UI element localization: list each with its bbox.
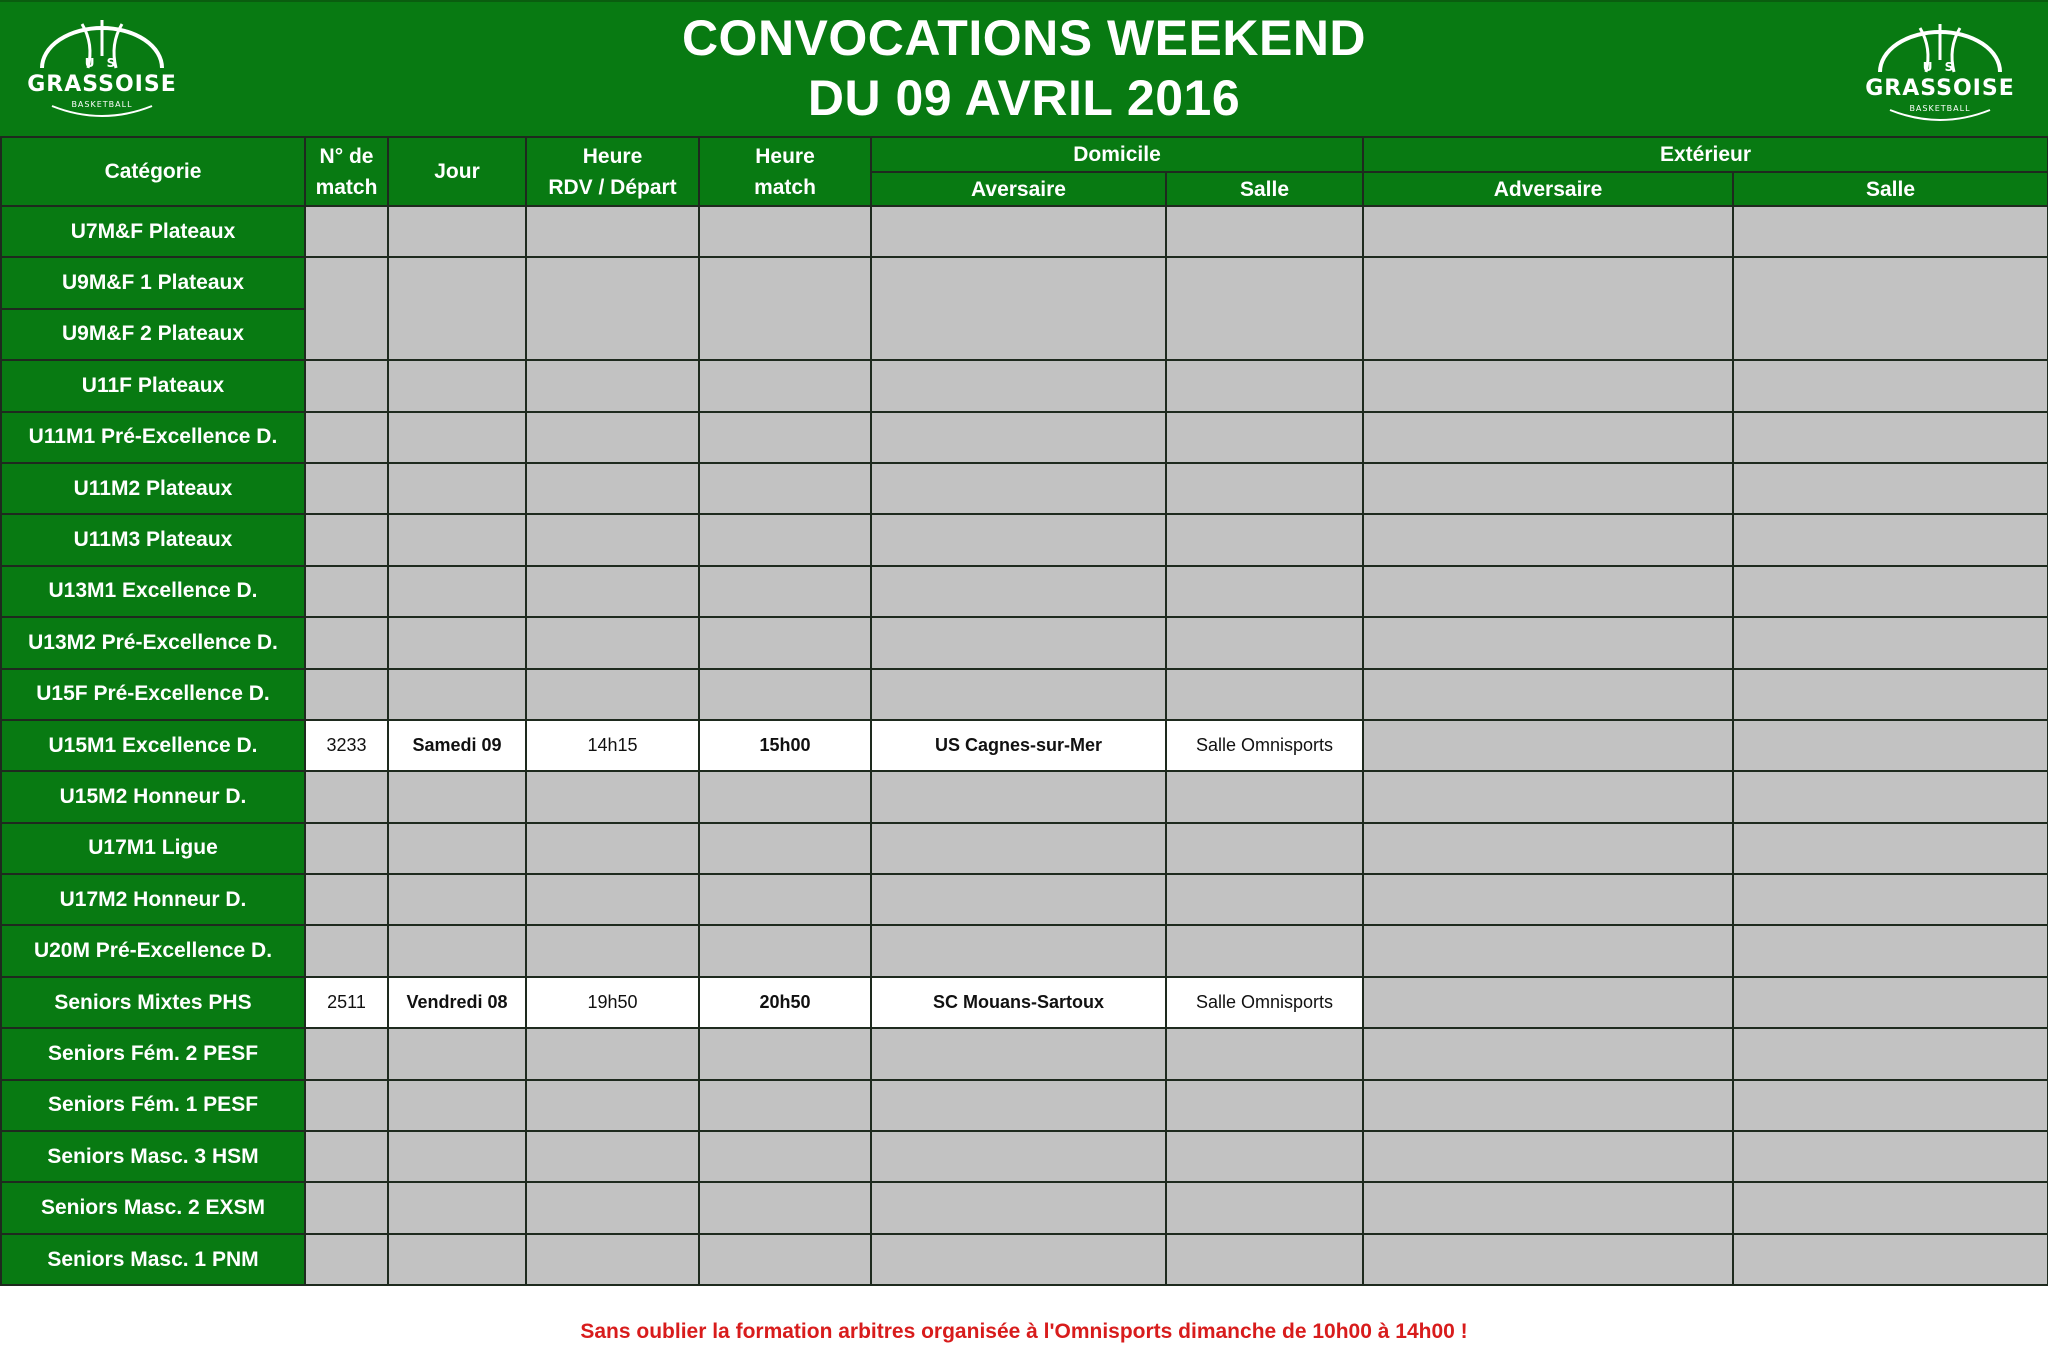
empty-cell <box>1733 669 2048 720</box>
title-line-1: CONVOCATIONS WEEKEND <box>681 10 1367 66</box>
empty-cell <box>699 1028 871 1079</box>
table-row <box>1 771 2048 822</box>
table-row <box>1 1182 2048 1233</box>
empty-cell <box>1733 1080 2048 1131</box>
empty-cell <box>871 771 1166 822</box>
empty-cell <box>1363 977 1733 1028</box>
empty-cell <box>305 412 388 463</box>
table-row <box>1 1028 2048 1079</box>
empty-cell <box>526 617 699 668</box>
empty-cell <box>526 669 699 720</box>
category-cell: U13M2 Pré-Excellence D. <box>1 617 305 668</box>
page-title <box>480 8 1568 128</box>
category-cell: U9M&F 2 Plateaux <box>1 309 305 360</box>
empty-cell <box>388 206 526 257</box>
empty-cell <box>699 1182 871 1233</box>
empty-cell <box>388 514 526 565</box>
empty-cell <box>1733 566 2048 617</box>
empty-cell <box>526 1182 699 1233</box>
empty-cell <box>699 1080 871 1131</box>
empty-cell <box>388 1234 526 1285</box>
category-cell: Seniors Fém. 1 PESF <box>1 1080 305 1131</box>
table-row <box>1 1080 2048 1131</box>
category-cell: U13M1 Excellence D. <box>1 566 305 617</box>
empty-cell <box>305 566 388 617</box>
empty-cell <box>1363 874 1733 925</box>
match-number-cell: 2511 <box>305 977 388 1028</box>
empty-cell <box>388 412 526 463</box>
empty-cell <box>1363 1028 1733 1079</box>
empty-cell <box>1363 771 1733 822</box>
empty-cell <box>699 771 871 822</box>
match-time-cell: 20h50 <box>699 977 871 1028</box>
header-jour: Jour <box>388 137 526 206</box>
category-cell: U11M2 Plateaux <box>1 463 305 514</box>
empty-cell <box>1733 925 2048 976</box>
empty-cell <box>1166 463 1363 514</box>
table-row <box>1 514 2048 565</box>
empty-cell <box>526 771 699 822</box>
empty-cell <box>1733 206 2048 257</box>
empty-cell <box>699 514 871 565</box>
empty-cell <box>699 566 871 617</box>
empty-cell <box>1733 771 2048 822</box>
table-row <box>1 1131 2048 1182</box>
empty-cell <box>1733 823 2048 874</box>
category-cell: U7M&F Plateaux <box>1 206 305 257</box>
empty-cell <box>1166 1131 1363 1182</box>
empty-cell <box>1733 1131 2048 1182</box>
empty-cell <box>699 1131 871 1182</box>
logo-prefix: U S <box>84 56 120 70</box>
home-opponent-cell: SC Mouans-Sartoux <box>871 977 1166 1028</box>
table-row <box>1 206 2048 257</box>
table-row <box>1 1234 2048 1285</box>
table-row <box>1 669 2048 720</box>
category-cell: U11M1 Pré-Excellence D. <box>1 412 305 463</box>
empty-cell <box>526 925 699 976</box>
empty-cell <box>871 617 1166 668</box>
empty-cell <box>699 206 871 257</box>
empty-cell <box>1733 463 2048 514</box>
table-row <box>1 977 2048 1028</box>
empty-cell <box>526 206 699 257</box>
category-cell: U17M1 Ligue <box>1 823 305 874</box>
empty-cell <box>1166 360 1363 411</box>
empty-cell <box>1166 514 1363 565</box>
empty-cell <box>1363 463 1733 514</box>
empty-cell <box>388 771 526 822</box>
table-row <box>1 257 2048 308</box>
empty-cell <box>699 874 871 925</box>
empty-cell <box>1363 360 1733 411</box>
header-exterieur-adversaire: Adversaire <box>1363 172 1733 206</box>
category-cell: U15F Pré-Excellence D. <box>1 669 305 720</box>
empty-cell <box>1363 1080 1733 1131</box>
empty-cell <box>699 1234 871 1285</box>
empty-cell <box>305 771 388 822</box>
empty-cell <box>871 925 1166 976</box>
empty-cell <box>1166 1234 1363 1285</box>
empty-cell <box>871 514 1166 565</box>
header-domicile-salle: Salle <box>1166 172 1363 206</box>
category-cell: Seniors Masc. 3 HSM <box>1 1131 305 1182</box>
logo-subtitle: BASKETBALL <box>71 100 133 109</box>
empty-cell <box>699 412 871 463</box>
empty-cell <box>305 617 388 668</box>
empty-cell <box>305 874 388 925</box>
empty-cell <box>305 463 388 514</box>
table-row <box>1 412 2048 463</box>
empty-cell <box>305 206 388 257</box>
header-heure-rdv: Heure RDV / Départ <box>526 137 699 206</box>
table-row <box>1 566 2048 617</box>
home-opponent-cell: US Cagnes-sur-Mer <box>871 720 1166 771</box>
empty-cell <box>1166 617 1363 668</box>
empty-cell <box>1166 925 1363 976</box>
empty-cell <box>1363 720 1733 771</box>
match-time-cell: 15h00 <box>699 720 871 771</box>
empty-cell <box>699 617 871 668</box>
club-logo-right <box>1860 20 2020 124</box>
empty-cell <box>1363 206 1733 257</box>
empty-cell <box>871 669 1166 720</box>
empty-cell <box>388 257 526 360</box>
empty-cell <box>699 463 871 514</box>
sheet-header <box>0 0 2048 136</box>
empty-cell <box>526 412 699 463</box>
empty-cell <box>871 1182 1166 1233</box>
empty-cell <box>1363 617 1733 668</box>
empty-cell <box>1166 874 1363 925</box>
empty-cell <box>1363 1234 1733 1285</box>
category-cell: U11M3 Plateaux <box>1 514 305 565</box>
empty-cell <box>1363 566 1733 617</box>
empty-cell <box>526 1131 699 1182</box>
table-row <box>1 823 2048 874</box>
empty-cell <box>1363 1182 1733 1233</box>
category-cell: U20M Pré-Excellence D. <box>1 925 305 976</box>
rdv-time-cell: 19h50 <box>526 977 699 1028</box>
empty-cell <box>388 669 526 720</box>
empty-cell <box>305 669 388 720</box>
category-cell: U9M&F 1 Plateaux <box>1 257 305 308</box>
empty-cell <box>871 257 1166 360</box>
empty-cell <box>699 823 871 874</box>
empty-cell <box>871 206 1166 257</box>
empty-cell <box>305 1234 388 1285</box>
empty-cell <box>871 1234 1166 1285</box>
header-categorie: Catégorie <box>1 137 305 206</box>
empty-cell <box>526 1028 699 1079</box>
empty-cell <box>1733 720 2048 771</box>
empty-cell <box>699 257 871 360</box>
empty-cell <box>305 257 388 360</box>
home-venue-cell: Salle Omnisports <box>1166 977 1363 1028</box>
empty-cell <box>871 463 1166 514</box>
empty-cell <box>526 823 699 874</box>
header-num-match: N° de match <box>305 137 388 206</box>
table-row <box>1 617 2048 668</box>
logo-club-name: GRASSOISE <box>27 72 177 97</box>
category-cell: U15M1 Excellence D. <box>1 720 305 771</box>
empty-cell <box>388 463 526 514</box>
empty-cell <box>871 412 1166 463</box>
category-cell: Seniors Fém. 2 PESF <box>1 1028 305 1079</box>
table-row <box>1 874 2048 925</box>
header-heure-match: Heure match <box>699 137 871 206</box>
empty-cell <box>1733 1234 2048 1285</box>
title-line-2: DU 09 AVRIL 2016 <box>807 70 1241 126</box>
empty-cell <box>1363 823 1733 874</box>
table-row <box>1 720 2048 771</box>
category-cell: Seniors Masc. 2 EXSM <box>1 1182 305 1233</box>
empty-cell <box>305 1182 388 1233</box>
category-cell: Seniors Masc. 1 PNM <box>1 1234 305 1285</box>
header-exterieur-salle: Salle <box>1733 172 2048 206</box>
empty-cell <box>1363 257 1733 360</box>
table-row <box>1 360 2048 411</box>
category-cell: U15M2 Honneur D. <box>1 771 305 822</box>
empty-cell <box>1166 1080 1363 1131</box>
empty-cell <box>871 874 1166 925</box>
empty-cell <box>305 925 388 976</box>
logo-club-name: GRASSOISE <box>1865 76 2015 101</box>
empty-cell <box>1733 412 2048 463</box>
empty-cell <box>388 360 526 411</box>
empty-cell <box>1166 669 1363 720</box>
empty-cell <box>699 669 871 720</box>
empty-cell <box>871 360 1166 411</box>
table-row <box>1 925 2048 976</box>
empty-cell <box>388 617 526 668</box>
empty-cell <box>1363 1131 1733 1182</box>
empty-cell <box>305 1080 388 1131</box>
empty-cell <box>1363 925 1733 976</box>
empty-cell <box>871 1080 1166 1131</box>
empty-cell <box>526 1234 699 1285</box>
empty-cell <box>1166 412 1363 463</box>
empty-cell <box>1733 874 2048 925</box>
empty-cell <box>1733 257 2048 360</box>
footer-note: Sans oublier la formation arbitres organisée à l'Omnisports dimanche de 10h00 à 14h00 ! <box>580 1320 1468 1343</box>
empty-cell <box>388 823 526 874</box>
empty-cell <box>526 514 699 565</box>
category-cell: U11F Plateaux <box>1 360 305 411</box>
empty-cell <box>526 1080 699 1131</box>
empty-cell <box>526 257 699 360</box>
empty-cell <box>871 1028 1166 1079</box>
category-cell: U17M2 Honneur D. <box>1 874 305 925</box>
empty-cell <box>1166 823 1363 874</box>
header-domicile: Domicile <box>871 137 1363 172</box>
empty-cell <box>699 925 871 976</box>
empty-cell <box>305 514 388 565</box>
empty-cell <box>699 360 871 411</box>
empty-cell <box>305 1131 388 1182</box>
empty-cell <box>526 874 699 925</box>
empty-cell <box>871 823 1166 874</box>
match-day-cell: Samedi 09 <box>388 720 526 771</box>
empty-cell <box>526 463 699 514</box>
header-domicile-adversaire: Aversaire <box>871 172 1166 206</box>
empty-cell <box>1166 206 1363 257</box>
home-venue-cell: Salle Omnisports <box>1166 720 1363 771</box>
empty-cell <box>1733 617 2048 668</box>
match-day-cell: Vendredi 08 <box>388 977 526 1028</box>
logo-subtitle: BASKETBALL <box>1909 104 1971 113</box>
empty-cell <box>526 566 699 617</box>
convocations-table <box>0 136 2048 1286</box>
empty-cell <box>388 1182 526 1233</box>
empty-cell <box>1363 669 1733 720</box>
table-row <box>1 463 2048 514</box>
empty-cell <box>1166 771 1363 822</box>
empty-cell <box>1733 1028 2048 1079</box>
empty-cell <box>1733 1182 2048 1233</box>
empty-cell <box>388 1028 526 1079</box>
empty-cell <box>1166 566 1363 617</box>
empty-cell <box>1733 514 2048 565</box>
empty-cell <box>305 1028 388 1079</box>
empty-cell <box>871 1131 1166 1182</box>
empty-cell <box>388 874 526 925</box>
empty-cell <box>1363 514 1733 565</box>
empty-cell <box>1166 1182 1363 1233</box>
empty-cell <box>871 566 1166 617</box>
empty-cell <box>1166 257 1363 360</box>
empty-cell <box>1733 360 2048 411</box>
empty-cell <box>305 823 388 874</box>
header-exterieur: Extérieur <box>1363 137 2048 172</box>
empty-cell <box>1166 1028 1363 1079</box>
club-logo-left <box>22 16 182 120</box>
empty-cell <box>388 1080 526 1131</box>
match-number-cell: 3233 <box>305 720 388 771</box>
empty-cell <box>1363 412 1733 463</box>
logo-prefix: U S <box>1922 60 1958 74</box>
empty-cell <box>1733 977 2048 1028</box>
rdv-time-cell: 14h15 <box>526 720 699 771</box>
category-cell: Seniors Mixtes PHS <box>1 977 305 1028</box>
empty-cell <box>526 360 699 411</box>
empty-cell <box>388 925 526 976</box>
empty-cell <box>305 360 388 411</box>
empty-cell <box>388 566 526 617</box>
empty-cell <box>388 1131 526 1182</box>
